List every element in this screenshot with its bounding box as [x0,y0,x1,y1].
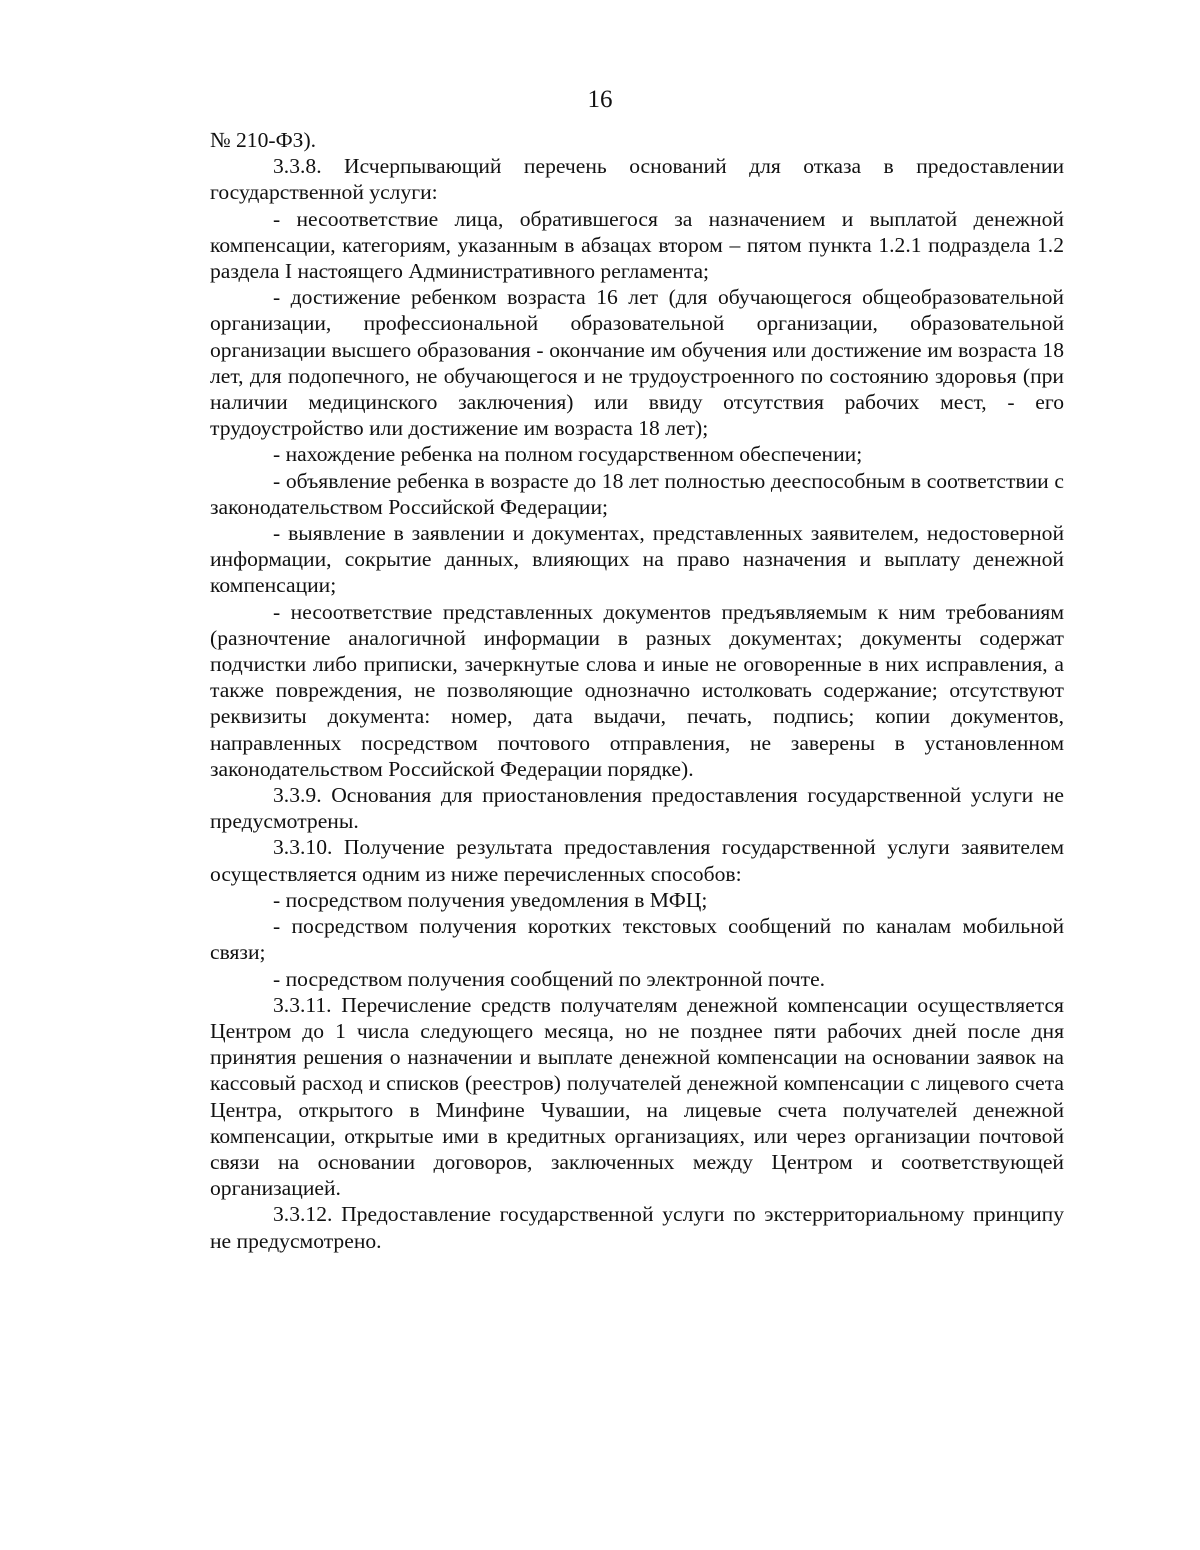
list-item-refusal-document-mismatch: - несоответствие представленных документов предъявляемым к ним требованиям (разночтение аналогичной информации в разных документах; документы содержат подчистки либо приписки, зачеркнутые слова и иные не оговоренные в них исправления, а также повреждения, не позволяющие однозначно истолковать содержание; отсутствуют реквизиты документа: номер, дата выдачи, печать, подпись; копии документов, направленных посредством почтового отправления, не заверены в установленном законодательством Российской Федерации порядке). [210,599,1064,781]
paragraph-3-3-11: 3.3.11. Перечисление средств получателям денежной компенсации осуществляется Центром до 1 числа следующего месяца, но не позднее пяти рабочих дней после дня принятия решения о назначении и выплате денежной компенсации на основании заявок на кассовый расход и списков (реестров) получателей денежной компенсации с лицевого счета Центра, открытого в Минфине Чувашии, на лицевые счета получателей денежной компенсации, открытые ими в кредитных организациях, или через организации почтовой связи на основании договоров, заключенных между Центром и соответствующей организацией. [210,992,1064,1201]
list-item-result-sms: - посредством получения коротких текстовых сообщений по каналам мобильной связи; [210,914,1064,965]
list-item-result-email: - посредством получения сообщений по электронной почте. [273,966,826,991]
list-item-refusal-false-info: - выявление в заявлении и документах, представленных заявителем, недостоверной информации, сокрытие данных, влияющих на право назначения и выплату денежной компенсации; [210,521,1064,598]
list-item-result-mfc: - посредством получения уведомления в МФЦ; [273,887,708,912]
document-body [210,127,1064,1254]
list-item-refusal-emancipation: - объявление ребенка в возрасте до 18 лет полностью дееспособным в соответствии с законодательством Российской Федерации; [210,468,1064,519]
paragraph-3-3-10: 3.3.10. Получение результата предоставления государственной услуги заявителем осуществляется одним из ниже перечисленных способов: [210,835,1064,886]
list-item-refusal-category: - несоответствие лица, обратившегося за назначением и выплатой денежной компенсации, категориям, указанным в абзацах втором – пятом пункта 1.2.1 подраздела 1.2 раздела I настоящего Административного регламента; [210,206,1064,284]
list-item-refusal-age: - достижение ребенком возраста 16 лет (для обучающегося общеобразовательной организации, профессиональной образовательной организации, образовательной организации высшего образования - окончание им обучения или достижение им возраста 18 лет, для подопечного, не обучающегося и не трудоустроенного по состоянию здоровья (при наличии медицинского заключения) или ввиду отсутствия рабочих мест, - его трудоустройство или достижение им возраста 18 лет); [210,285,1064,441]
list-item-refusal-state-support: - нахождение ребенка на полном государственном обеспечении; [273,442,863,467]
paragraph-3-3-9: 3.3.9. Основания для приостановления предоставления государственной услуги не предусмотрены. [210,783,1064,834]
paragraph-continuation: № 210-ФЗ). [210,128,317,152]
paragraph-3-3-12: 3.3.12. Предоставление государственной услуги по экстерриториальному принципу не предусмотрено. [210,1202,1064,1253]
page-number: 16 [587,86,613,113]
paragraph-3-3-8: 3.3.8. Исчерпывающий перечень оснований для отказа в предоставлении государственной услуги: [210,154,1064,205]
